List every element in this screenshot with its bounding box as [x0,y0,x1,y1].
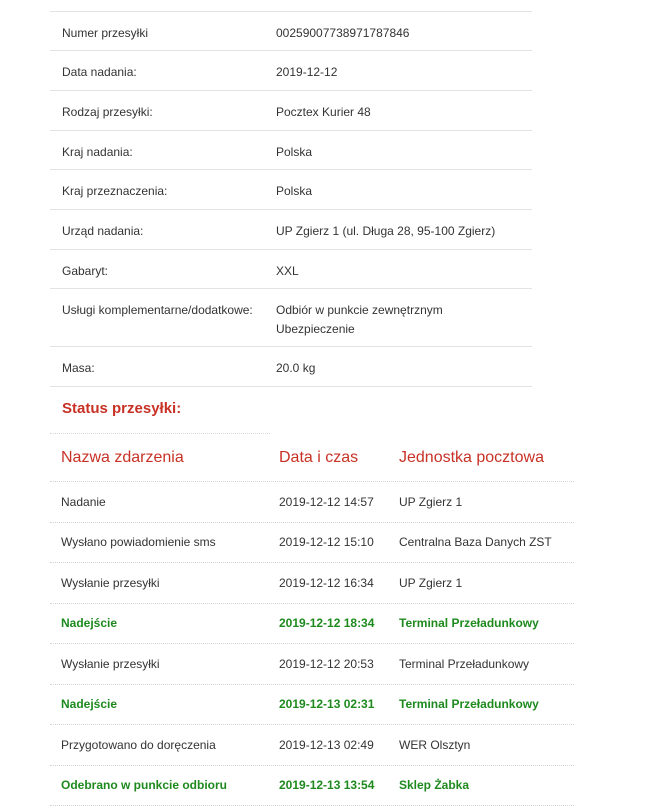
info-value [276,289,532,346]
info-row [50,170,532,210]
events-body [50,482,574,806]
event-postal-unit: WER Olsztyn [399,738,574,752]
status-heading: Status przesyłki: [62,400,181,417]
info-value [276,347,532,386]
info-row [50,250,532,289]
event-row [50,482,574,523]
info-value-line: 20.0 kg [276,359,532,378]
event-postal-unit: Terminal Przeładunkowy [399,657,574,671]
event-row [50,766,574,806]
event-row [50,523,574,564]
event-name: Odebrano w punkcie odbioru [50,778,279,792]
info-value-line: XXL [276,262,532,281]
event-datetime: 2019-12-12 15:10 [279,535,399,549]
info-row [50,347,532,387]
info-value [276,12,532,50]
event-datetime: 2019-12-13 02:49 [279,738,399,752]
info-value [276,210,532,249]
info-label: Kraj nadania: [50,131,276,169]
info-value [276,131,532,169]
info-label: Masa: [50,347,276,386]
info-value-line: 2019-12-12 [276,63,532,82]
info-value-line: Polska [276,182,532,201]
info-label: Numer przesyłki [50,12,276,50]
event-row [50,725,574,766]
event-name: Nadejście [50,616,279,630]
info-value-line: Polska [276,143,532,162]
header-datetime: Data i czas [279,449,399,467]
info-value-line: Pocztex Kurier 48 [276,103,532,122]
event-postal-unit: UP Zgierz 1 [399,576,574,590]
event-datetime: 2019-12-13 13:54 [279,778,399,792]
header-event-name: Nazwa zdarzenia [50,449,279,467]
info-label: Data nadania: [50,51,276,90]
event-postal-unit: Centralna Baza Danych ZST [399,535,574,549]
event-name: Wysłanie przesyłki [50,657,279,671]
info-value [276,51,532,90]
events-header-row [50,434,574,482]
info-value-line: Ubezpieczenie [276,320,532,339]
info-label: Urząd nadania: [50,210,276,249]
info-label: Kraj przeznaczenia: [50,170,276,209]
info-value-line: Odbiór w punkcie zewnętrznym [276,301,532,320]
events-table [50,434,574,806]
info-label: Rodzaj przesyłki: [50,91,276,130]
info-value [276,170,532,209]
info-row [50,131,532,170]
info-row [50,289,532,347]
info-label: Usługi komplementarne/dodatkowe: [50,289,276,346]
info-value-line: UP Zgierz 1 (ul. Długa 28, 95-100 Zgierz) [276,222,532,241]
event-postal-unit: Sklep Żabka [399,778,574,792]
event-datetime: 2019-12-12 18:34 [279,616,399,630]
event-datetime: 2019-12-12 14:57 [279,495,399,509]
info-label: Gabaryt: [50,250,276,288]
info-value [276,250,532,288]
event-row [50,644,574,685]
shipment-info-table [50,12,532,387]
event-datetime: 2019-12-12 16:34 [279,576,399,590]
info-row [50,91,532,131]
info-value [276,91,532,130]
info-row [50,51,532,91]
info-row [50,210,532,250]
event-row [50,685,574,726]
header-postal-unit: Jednostka pocztowa [399,449,574,467]
event-name: Nadanie [50,495,279,509]
event-postal-unit: Terminal Przeładunkowy [399,616,574,630]
event-postal-unit: UP Zgierz 1 [399,495,574,509]
info-row [50,12,532,51]
event-name: Wysłanie przesyłki [50,576,279,590]
event-postal-unit: Terminal Przeładunkowy [399,697,574,711]
event-name: Przygotowano do doręczenia [50,738,279,752]
event-datetime: 2019-12-12 20:53 [279,657,399,671]
event-row [50,563,574,604]
event-name: Nadejście [50,697,279,711]
event-row [50,604,574,645]
event-name: Wysłano powiadomienie sms [50,535,279,549]
event-datetime: 2019-12-13 02:31 [279,697,399,711]
info-value-line: 00259007738971787846 [276,24,532,43]
